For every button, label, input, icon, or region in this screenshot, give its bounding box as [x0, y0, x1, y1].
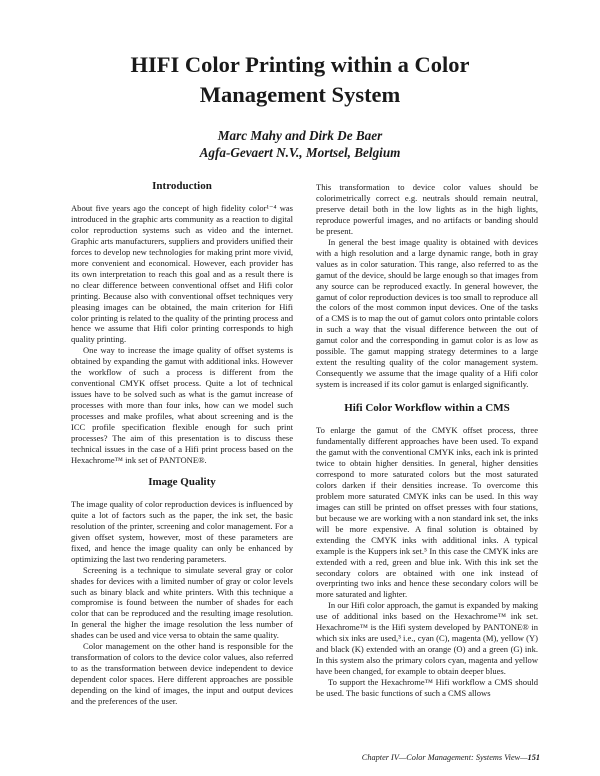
workflow-paragraph-1: To enlarge the gamut of the CMYK offset process, three fundamentally different approaches have been used. To expand the gamut with the conventional CMYK inks, each ink is printed twice to obtain higher densities. In general, higher densities correspond to more saturated colors but the most saturated colors darken if their densities increase. To overcome this problem more saturated CMYK inks can be used. In this way images can still be printed on offset presses with four stations, but because we are working with a non standard ink set, the inks will be more expensive. A final solution is obtained by extending the CMYK inks with additional inks. A typical example is the Kuppers ink set.⁵ In this case the CMYK inks are extended with a red, green and blue ink. With this ink set the secondary colors are obtained with one ink instead of overprinting two inks and hence these secondary colors will be more saturated and lighter. [316, 425, 538, 600]
footer-text: Chapter IV—Color Management: Systems View— [361, 753, 528, 762]
workflow-paragraph-2: In our Hifi color approach, the gamut is expanded by making use of additional inks based on the Hexachrome™ ink set. Hexachrome™ is the Hifi system developed by PANTONE® in which six inks are used,³ i.e., cyan (C), magenta (M), yellow (Y) and black (K) extended with an orange (O) and a green (G) ink. In this system also the primary colors cyan, magenta and yellow have been changed, for example to obtain deeper blues. [316, 600, 538, 677]
paper-title [60, 50, 540, 110]
quality-paragraph-1: The image quality of color reproduction devices is influenced by quite a lot of factors such as the paper, the ink set, the basic resolution of the printer, screening and color management. For a given offset system, however, most of these parameters are fixed, and hence the image quality can only be enhanced by optimizing the last two rendering parameters. [71, 498, 293, 564]
title-line-2: Management System [199, 82, 401, 107]
page-footer [362, 753, 540, 762]
author-block [60, 127, 540, 161]
page-number: 151 [527, 753, 540, 762]
title-line-1: HIFI Color Printing within a Color [130, 52, 470, 77]
right-paragraph-2: In general the best image quality is obtained with devices with a high resolution and a large dynamic range, both in gray values as in color saturation. This range, also referred to as the gamut of the device, should be large enough so that images from any source can be reproduced exactly. In general however, the gamut of color reproduction devices is too small to reproduce all the colors of the most common input devices. One of the tasks of a CMS is to map the out of gamut colors onto printable colors in such a way that the visual difference between the out of gamut color and the corresponding in gamut color is as low as possible. The gamut mapping strategy determines to a large extent the resulting quality of the color management system. Consequently we assume that the image quality of a Hifi color system is increased if its color gamut is enlarged significantly. [316, 236, 538, 390]
intro-paragraph-2: One way to increase the image quality of offset systems is obtained by expanding the gamut with additional inks. However the workflow of such a process is different from the conventional CMYK offset process. Quite a lot of technical issues have to be solved such as what is the gamut increase of processes with more than four inks, how can we model such processes and make profiles, what about screening and is the ICC profile specification flexible enough for such print processes? The aim of this presentation is to discuss these technical issues in the case of a Hifi print process based on the Hexachrome™ ink set of PANTONE®. [71, 345, 293, 465]
right-paragraph-1: This transformation to device color values should be colorimetrically correct e.g. neutrals should remain neutral, preserve detail both in the low lights as in the high lights, reproduce powerful images, and no artifacts or banding should be present. [316, 182, 538, 236]
right-column [316, 182, 538, 699]
left-column [71, 180, 293, 707]
intro-paragraph-1: About five years ago the concept of high fidelity color¹⁻⁴ was introduced in the graphic arts community as a reaction to digital color reproduction systems such as video and the internet. Graphic arts manufacturers, suppliers and providers unified their forces to develop new technologies for making print more vivid, more convenient and economical. However, each provider has its own interpretation to reach this goal and as a result there is no clear difference between conventional offset and Hifi color printing. Because also with conventional offset techniques very pleasing images can be obtained, the main criterion for Hifi color printing is related to the quality of the printing process and hence we assume that Hifi color printing corresponds to high quality printing. [71, 203, 293, 345]
workflow-heading: Hifi Color Workflow within a CMS [344, 402, 510, 415]
image-quality-heading: Image Quality [148, 475, 216, 488]
quality-paragraph-2: Screening is a technique to simulate several gray or color shades for devices with a limited number of gray or color levels such as binary black and white printers. With this technique a compromise is found between the number of shades for each color that can be reproduced and the resulting image resolution. In general the higher the image resolution the less number of shades can be used and vice versa to obtain the same quality. [71, 564, 293, 641]
affiliation: Agfa-Gevaert N.V., Mortsel, Belgium [199, 145, 401, 160]
workflow-paragraph-3: To support the Hexachrome™ Hifi workflow a CMS should be used. The basic functions of such a CMS allows [316, 677, 538, 698]
quality-paragraph-3: Color management on the other hand is responsible for the transformation of colors to the device color values, also referred to as the transformation between device independent to device dependent color spaces. Here different approaches are possible depending on the kind of images, the input and output devices and the preferences of the user. [71, 641, 293, 707]
authors: Marc Mahy and Dirk De Baer [217, 128, 383, 143]
introduction-heading: Introduction [152, 180, 212, 192]
